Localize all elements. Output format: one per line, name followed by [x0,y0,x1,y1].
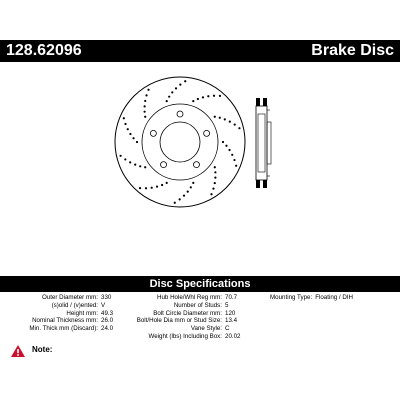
drill-hole [136,141,138,143]
spec-value: 20.02 [225,332,241,340]
spec-value: 26.0 [101,317,114,325]
bolt-hole [204,130,210,136]
note-label: Note: [32,345,53,354]
spec-value: 49.3 [101,309,114,317]
drill-hole [222,141,224,143]
drill-hole [166,100,168,102]
drill-hole [139,165,141,167]
spec-row [110,294,240,302]
spec-value: Floating / DIH [315,294,354,301]
drill-hole [139,187,141,189]
drill-hole [228,149,230,151]
drill-hole [187,191,189,193]
product-title: Brake Disc [311,42,394,59]
drill-hole [197,98,199,100]
drill-hole [171,91,173,93]
drill-hole [207,95,209,97]
drill-hole [214,171,216,173]
bolt-hole [193,162,199,168]
drill-hole [219,117,221,119]
drill-hole [119,155,121,157]
note-row [10,344,53,358]
drill-hole [156,186,158,188]
drill-hole [214,182,216,184]
drill-hole [123,117,125,119]
drill-hole [124,158,126,160]
drill-hole [147,89,149,91]
drill-hole [184,80,186,82]
spec-row [110,333,240,341]
drill-hole [229,121,231,123]
drill-hole [179,84,181,86]
drill-hole [132,137,134,139]
drill-hole [233,159,235,161]
drill-hole [179,198,181,200]
spec-row [0,294,113,302]
drill-hole [174,202,176,204]
spec-row [0,310,113,318]
spec-value: 70.7 [225,294,238,301]
spec-label: Height mm: [66,309,98,317]
drill-hole [168,96,170,98]
spec-value: 120 [225,309,236,317]
drill-hole [212,188,214,190]
spec-label: Hub Hole/Whl Reg mm: [157,294,222,301]
drill-hole [238,127,240,129]
spec-row [0,302,113,310]
disc-drawing [0,62,400,272]
spec-label: Min. Thick mm (Discard): [29,325,98,333]
part-number: 128.62096 [6,42,82,59]
header-bar [0,40,400,62]
drill-hole [129,161,131,163]
drill-hole [151,187,153,189]
drill-hole [219,95,221,97]
drill-hole [161,184,163,186]
spec-row [0,317,113,325]
spec-value: 13.4 [225,317,238,325]
drill-hole [166,182,168,184]
drill-hole [224,118,226,120]
drill-hole [192,100,194,102]
spec-label: Weight (lbs) Including Box: [148,332,222,340]
spec-label: Bolt/Hole Dia mm or Stud Size: [136,317,222,325]
spec-label: Nominal Thickness mm: [32,317,98,325]
drill-hole [124,123,126,125]
spec-label: Outer Diameter mm: [41,294,98,301]
drill-hole [213,95,215,97]
spec-row [110,310,240,318]
drill-hole [235,165,237,167]
spec-row [110,317,240,325]
drill-hole [145,187,147,189]
drill-hole [225,145,227,147]
spec-value: 330 [101,294,112,301]
drill-hole [129,133,131,135]
spec-row [110,302,240,310]
spec-row [110,325,240,333]
spec-column-left [0,294,113,333]
drill-hole [144,105,146,107]
drill-hole [210,193,212,195]
drill-hole [127,128,129,130]
drill-hole [190,186,192,188]
spec-value: V [101,301,106,309]
spec-label: Bolt Circle Diameter mm: [153,309,222,317]
spec-label: Number of Studs: [173,301,222,309]
drill-hole [134,164,136,166]
spec-section-header: Disc Specifications [0,276,400,292]
spec-label: Mounting Type: [270,294,313,301]
spec-value: 5 [225,301,229,309]
drill-hole [214,116,216,118]
drill-hole [145,94,147,96]
drill-hole [192,182,194,184]
drill-hole [234,123,236,125]
drill-hole [144,166,146,168]
spec-row [270,294,353,302]
bolt-hole [177,111,183,117]
warning-icon [10,344,26,358]
spec-row [0,325,113,333]
spec-column-right [270,294,353,302]
drill-hole [144,116,146,118]
drill-hole [214,166,216,168]
spec-label: (s)olid / (v)ented: [51,301,98,309]
drill-hole [144,100,146,102]
drill-hole [175,87,177,89]
spec-value: C [225,325,230,333]
drill-hole [144,111,146,113]
drill-hole [231,154,233,156]
drill-hole [183,195,185,197]
drill-hole [202,96,204,98]
spec-column-middle [110,294,240,341]
spec-value: 24.0 [101,325,114,333]
drill-hole [214,177,216,179]
bolt-hole [150,130,156,136]
spec-label: Vane Style: [190,325,222,333]
disc-front-view [115,77,245,207]
disc-side-view [256,98,271,188]
bolt-hole [161,162,167,168]
